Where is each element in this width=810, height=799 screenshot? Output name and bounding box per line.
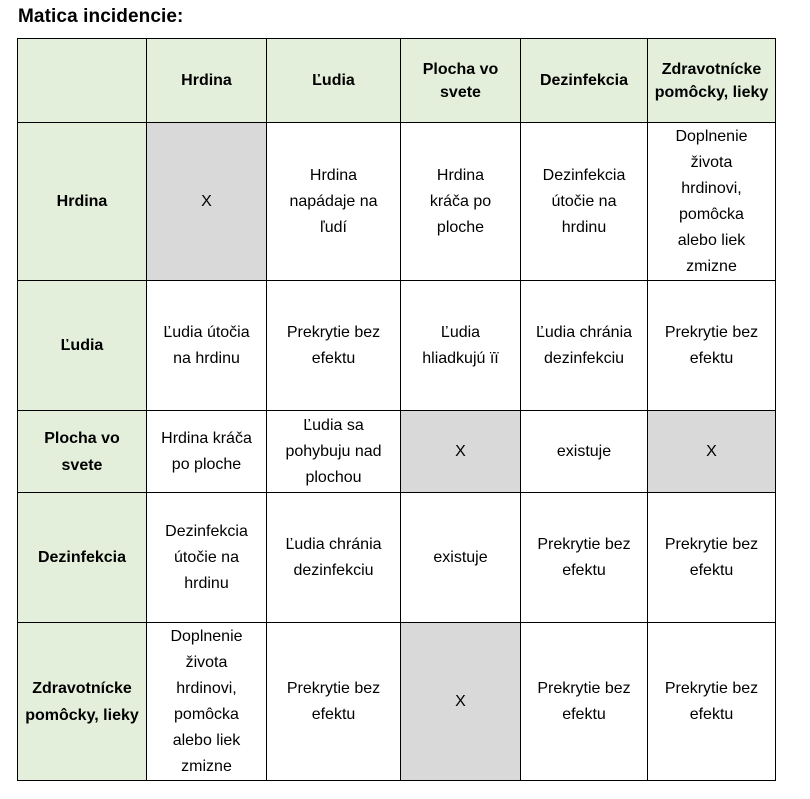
matrix-row-plocha — [18, 411, 776, 493]
cell-dezinfekcia-dezinfekcia: Prekrytie bez efektu — [521, 493, 648, 623]
column-header-hrdina: Hrdina — [147, 39, 267, 123]
row-header-zdravotnicke: Zdravotnícke pomôcky, lieky — [18, 623, 147, 781]
cell-hrdina-hrdina: X — [147, 123, 267, 281]
cell-ludia-plocha: Ľudia hliadkujú ïï — [401, 281, 521, 411]
cell-hrdina-plocha: Hrdina kráča po ploche — [401, 123, 521, 281]
column-header-dezinfekcia: Dezinfekcia — [521, 39, 648, 123]
row-header-dezinfekcia: Dezinfekcia — [18, 493, 147, 623]
matrix-row-hrdina — [18, 123, 776, 281]
cell-dezinfekcia-plocha: existuje — [401, 493, 521, 623]
cell-plocha-dezinfekcia: existuje — [521, 411, 648, 493]
cell-zdravotnicke-dezinfekcia: Prekrytie bez efektu — [521, 623, 648, 781]
matrix-row-zdravotnicke — [18, 623, 776, 781]
cell-ludia-ludia: Prekrytie bez efektu — [267, 281, 401, 411]
row-header-ludia: Ľudia — [18, 281, 147, 411]
column-header-plocha-vo-svete: Plocha vo svete — [401, 39, 521, 123]
row-header-plocha: Plocha vo svete — [18, 411, 147, 493]
row-header-hrdina: Hrdina — [18, 123, 147, 281]
corner-cell — [18, 39, 147, 123]
cell-ludia-zdravotnicke: Prekrytie bez efektu — [648, 281, 776, 411]
cell-ludia-dezinfekcia: Ľudia chránia dezinfekciu — [521, 281, 648, 411]
cell-dezinfekcia-zdravotnicke: Prekrytie bez efektu — [648, 493, 776, 623]
incidence-matrix-table — [17, 38, 776, 781]
cell-hrdina-dezinfekcia: Dezinfekcia útočie na hrdinu — [521, 123, 648, 281]
cell-ludia-hrdina: Ľudia útočia na hrdinu — [147, 281, 267, 411]
cell-plocha-zdravotnicke: X — [648, 411, 776, 493]
header-row — [18, 39, 776, 123]
document-title: Matica incidencie: — [18, 6, 184, 27]
cell-zdravotnicke-hrdina: Doplnenie života hrdinovi, pomôcka alebo liek zmizne — [147, 623, 267, 781]
cell-zdravotnicke-ludia: Prekrytie bez efektu — [267, 623, 401, 781]
cell-dezinfekcia-hrdina: Dezinfekcia útočie na hrdinu — [147, 493, 267, 623]
cell-zdravotnicke-plocha: X — [401, 623, 521, 781]
cell-plocha-plocha: X — [401, 411, 521, 493]
cell-plocha-ludia: Ľudia sa pohybuju nad plochou — [267, 411, 401, 493]
cell-hrdina-ludia: Hrdina napádaje na ľudí — [267, 123, 401, 281]
cell-zdravotnicke-zdravotnicke: Prekrytie bez efektu — [648, 623, 776, 781]
cell-hrdina-zdravotnicke: Doplnenie života hrdinovi, pomôcka alebo liek zmizne — [648, 123, 776, 281]
cell-plocha-hrdina: Hrdina kráča po ploche — [147, 411, 267, 493]
cell-dezinfekcia-ludia: Ľudia chránia dezinfekciu — [267, 493, 401, 623]
column-header-zdravotnicke-pomocky: Zdravotnícke pomôcky, lieky — [648, 39, 776, 123]
column-header-ludia: Ľudia — [267, 39, 401, 123]
matrix-row-ludia — [18, 281, 776, 411]
matrix-row-dezinfekcia — [18, 493, 776, 623]
